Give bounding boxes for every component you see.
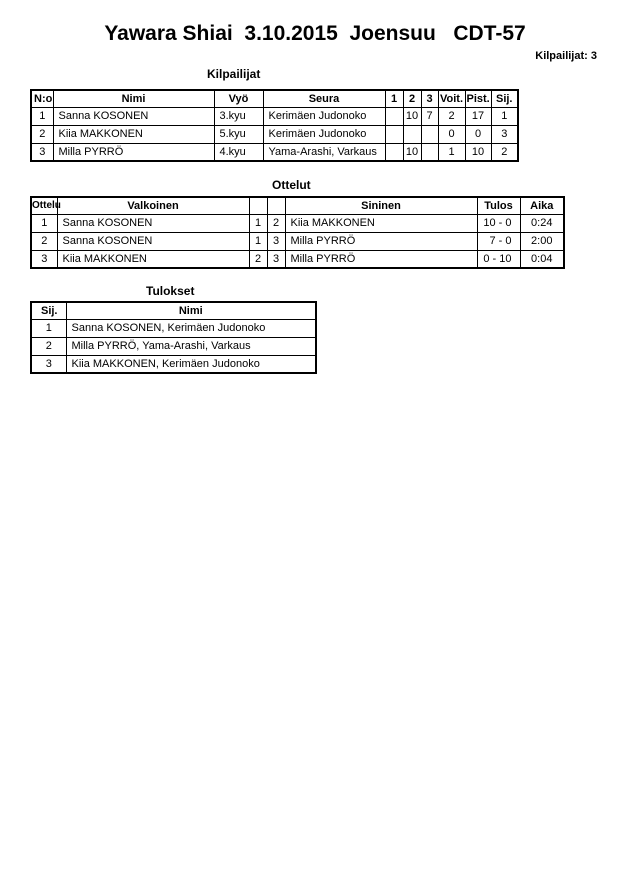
cell-sij: 2 xyxy=(31,337,66,355)
kilpailijat-table xyxy=(30,89,519,162)
table-row xyxy=(31,337,316,355)
cell-ottelu: 1 xyxy=(31,214,57,232)
cell-match1 xyxy=(385,143,403,161)
table-row xyxy=(31,107,518,125)
cell-blue-number: 3 xyxy=(267,232,285,250)
tulokset-table xyxy=(30,301,317,374)
cell-sininen: Milla PYRRÖ xyxy=(285,232,477,250)
col-header-sij: Sij. xyxy=(31,302,66,319)
cell-no: 2 xyxy=(31,125,53,143)
col-header-voit: Voit. xyxy=(438,90,465,107)
cell-nimi: Sanna KOSONEN, Kerimäen Judonoko xyxy=(66,319,316,337)
cell-tulos: 0 - 10 xyxy=(477,250,520,268)
cell-nimi: Milla PYRRÖ xyxy=(53,143,214,161)
cell-valkoinen: Sanna KOSONEN xyxy=(57,232,249,250)
cell-pist: 0 xyxy=(465,125,491,143)
cell-vyo: 3.kyu xyxy=(214,107,263,125)
competitors-count: Kilpailijat: 3 xyxy=(535,50,597,62)
table-row xyxy=(31,125,518,143)
col-header-nimi: Nimi xyxy=(66,302,316,319)
cell-vyo: 4.kyu xyxy=(214,143,263,161)
table-row xyxy=(31,319,316,337)
ottelut-table xyxy=(30,196,565,269)
cell-ottelu: 3 xyxy=(31,250,57,268)
cell-white-number: 2 xyxy=(249,250,267,268)
cell-white-number: 1 xyxy=(249,214,267,232)
cell-sij: 1 xyxy=(31,319,66,337)
cell-seura: Yama-Arashi, Varkaus xyxy=(263,143,385,161)
kilpailijat-header-row xyxy=(31,90,518,107)
col-header-sij: Sij. xyxy=(491,90,518,107)
col-header-valkoinen: Valkoinen xyxy=(57,197,249,214)
cell-sininen: Milla PYRRÖ xyxy=(285,250,477,268)
cell-sij: 3 xyxy=(491,125,518,143)
cell-match3: 7 xyxy=(421,107,438,125)
ottelut-heading: Ottelut xyxy=(272,178,311,192)
cell-match2 xyxy=(403,125,421,143)
col-header-tulos: Tulos xyxy=(477,197,520,214)
table-row xyxy=(31,355,316,373)
kilpailijat-heading: Kilpailijat xyxy=(207,67,261,81)
table-row xyxy=(31,143,518,161)
table-row xyxy=(31,250,564,268)
cell-voit: 2 xyxy=(438,107,465,125)
cell-pist: 10 xyxy=(465,143,491,161)
cell-match1 xyxy=(385,107,403,125)
table-row xyxy=(31,232,564,250)
cell-no: 3 xyxy=(31,143,53,161)
cell-match2: 10 xyxy=(403,107,421,125)
cell-sij: 2 xyxy=(491,143,518,161)
cell-nimi: Milla PYRRÖ, Yama-Arashi, Varkaus xyxy=(66,337,316,355)
cell-match3 xyxy=(421,125,438,143)
cell-vyo: 5.kyu xyxy=(214,125,263,143)
cell-aika: 0:04 xyxy=(520,250,564,268)
page-title: Yawara Shiai 3.10.2015 Joensuu CDT-57 xyxy=(104,22,526,45)
col-header-pist: Pist. xyxy=(465,90,491,107)
col-header-ottelu: Ottelu xyxy=(31,197,57,214)
col-header-match3: 3 xyxy=(421,90,438,107)
col-header-seura: Seura xyxy=(263,90,385,107)
col-header-white-number xyxy=(249,197,267,214)
tulokset-header-row xyxy=(31,302,316,319)
cell-nimi: Sanna KOSONEN xyxy=(53,107,214,125)
col-header-match1: 1 xyxy=(385,90,403,107)
cell-valkoinen: Kiia MAKKONEN xyxy=(57,250,249,268)
cell-ottelu: 2 xyxy=(31,232,57,250)
col-header-sininen: Sininen xyxy=(285,197,477,214)
col-header-nimi: Nimi xyxy=(53,90,214,107)
ottelut-header-row xyxy=(31,197,564,214)
cell-valkoinen: Sanna KOSONEN xyxy=(57,214,249,232)
cell-sij: 1 xyxy=(491,107,518,125)
cell-aika: 0:24 xyxy=(520,214,564,232)
cell-seura: Kerimäen Judonoko xyxy=(263,125,385,143)
cell-match1 xyxy=(385,125,403,143)
cell-blue-number: 2 xyxy=(267,214,285,232)
col-header-blue-number xyxy=(267,197,285,214)
cell-match3 xyxy=(421,143,438,161)
cell-aika: 2:00 xyxy=(520,232,564,250)
col-header-aika: Aika xyxy=(520,197,564,214)
cell-pist: 17 xyxy=(465,107,491,125)
table-row xyxy=(31,214,564,232)
cell-tulos: 7 - 0 xyxy=(477,232,520,250)
cell-voit: 0 xyxy=(438,125,465,143)
col-header-match2: 2 xyxy=(403,90,421,107)
cell-sij: 3 xyxy=(31,355,66,373)
col-header-no: N:o xyxy=(31,90,53,107)
cell-tulos: 10 - 0 xyxy=(477,214,520,232)
cell-voit: 1 xyxy=(438,143,465,161)
tulokset-heading: Tulokset xyxy=(146,284,195,298)
cell-seura: Kerimäen Judonoko xyxy=(263,107,385,125)
cell-match2: 10 xyxy=(403,143,421,161)
cell-no: 1 xyxy=(31,107,53,125)
cell-blue-number: 3 xyxy=(267,250,285,268)
cell-nimi: Kiia MAKKONEN, Kerimäen Judonoko xyxy=(66,355,316,373)
cell-sininen: Kiia MAKKONEN xyxy=(285,214,477,232)
cell-white-number: 1 xyxy=(249,232,267,250)
col-header-vyo: Vyö xyxy=(214,90,263,107)
cell-nimi: Kiia MAKKONEN xyxy=(53,125,214,143)
